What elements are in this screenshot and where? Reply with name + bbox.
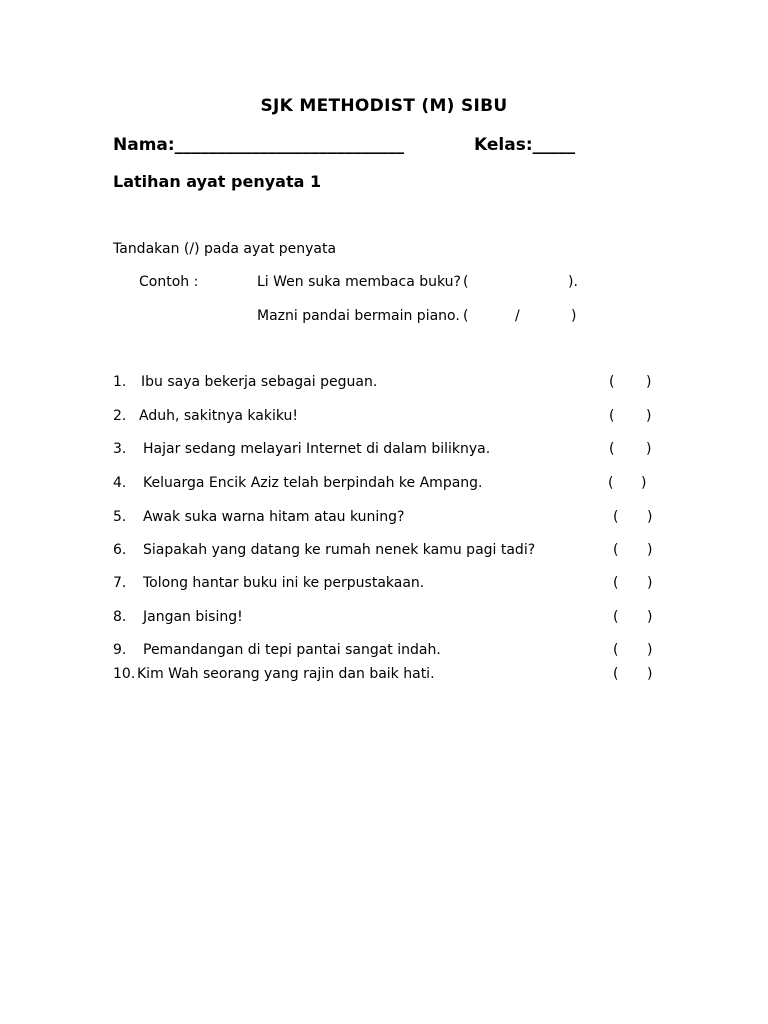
answer-close-paren: )	[647, 642, 653, 658]
answer-open-paren: (	[613, 575, 619, 591]
question-text: Hajar sedang melayari Internet di dalam biliknya.	[143, 441, 491, 457]
example-open-paren: (	[463, 274, 469, 290]
answer-open-paren: (	[613, 642, 619, 658]
question-number: 10.	[113, 666, 136, 682]
question-number: 6.	[113, 542, 127, 558]
answer-open-paren: (	[609, 374, 615, 390]
name-field-label: Nama:___________________________	[113, 135, 405, 155]
answer-open-paren: (	[613, 542, 619, 558]
answer-close-paren: )	[647, 542, 653, 558]
question-text: Keluarga Encik Aziz telah berpindah ke Ampang.	[143, 475, 483, 491]
answer-close-paren: )	[647, 666, 653, 682]
question-text: Awak suka warna hitam atau kuning?	[143, 509, 405, 525]
question-text: Jangan bising!	[143, 609, 243, 625]
answer-box[interactable]	[613, 666, 661, 730]
answer-close-paren: )	[646, 374, 652, 390]
answer-open-paren: (	[613, 509, 619, 525]
example-open-paren: (	[463, 308, 469, 324]
question-number: 7.	[113, 575, 127, 591]
answer-open-paren: (	[609, 441, 615, 457]
question-text: Siapakah yang datang ke rumah nenek kamu pagi tadi?	[143, 542, 536, 558]
question-number: 4.	[113, 475, 127, 491]
question-text: Kim Wah seorang yang rajin dan baik hati.	[137, 666, 435, 682]
example-sentence: Mazni pandai bermain piano.	[257, 308, 460, 324]
question-text: Tolong hantar buku ini ke perpustakaan.	[143, 575, 425, 591]
answer-open-paren: (	[613, 609, 619, 625]
answer-close-paren: )	[646, 408, 652, 424]
question-text: Aduh, sakitnya kakiku!	[139, 408, 299, 424]
example-sentence: Li Wen suka membaca buku?	[257, 274, 461, 290]
answer-close-paren: )	[641, 475, 647, 491]
example-close-paren: ).	[568, 274, 578, 290]
question-text: Pemandangan di tepi pantai sangat indah.	[143, 642, 441, 658]
answer-open-paren: (	[608, 475, 614, 491]
class-field-label: Kelas:_____	[474, 135, 576, 155]
school-title: SJK METHODIST (M) SIBU	[260, 96, 508, 116]
question-number: 8.	[113, 609, 127, 625]
question-number: 9.	[113, 642, 127, 658]
exercise-title: Latihan ayat penyata 1	[113, 172, 322, 191]
question-number: 3.	[113, 441, 127, 457]
answer-open-paren: (	[609, 408, 615, 424]
instruction-text: Tandakan (/) pada ayat penyata	[113, 241, 337, 257]
answer-close-paren: )	[647, 609, 653, 625]
answer-close-paren: )	[647, 509, 653, 525]
question-number: 1.	[113, 374, 127, 390]
answer-close-paren: )	[647, 575, 653, 591]
example-label: Contoh :	[139, 274, 199, 290]
example-check-mark: /	[515, 308, 520, 324]
question-number: 2.	[113, 408, 127, 424]
example-close-paren: )	[571, 308, 577, 324]
answer-close-paren: )	[646, 441, 652, 457]
answer-open-paren: (	[613, 666, 619, 682]
question-number: 5.	[113, 509, 127, 525]
question-text: Ibu saya bekerja sebagai peguan.	[141, 374, 378, 390]
